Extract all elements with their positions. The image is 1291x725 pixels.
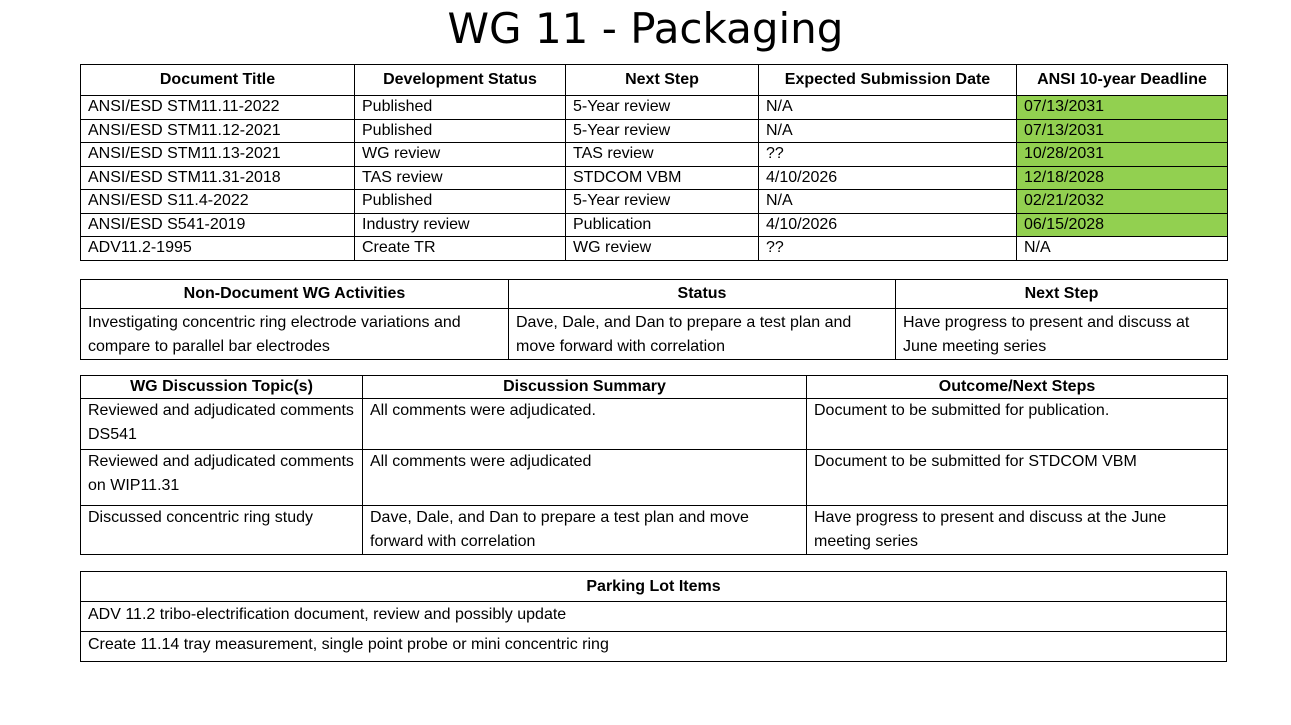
summary-cell: All comments were adjudicated. (363, 399, 807, 450)
submission-date-cell: 4/10/2026 (759, 166, 1017, 190)
discussion-table (80, 375, 1228, 555)
next-step-cell: Have progress to present and discuss at June meeting series (896, 309, 1228, 360)
submission-date-cell: 4/10/2026 (759, 213, 1017, 237)
deadline-cell: 06/15/2028 (1017, 213, 1228, 237)
parking-lot-item: ADV 11.2 tribo-electrification document, review and possibly update (81, 602, 1227, 632)
next-step-cell: 5-Year review (566, 190, 759, 214)
topic-cell: Reviewed and adjudicated comments DS541 (81, 399, 363, 450)
column-header: Status (509, 280, 896, 309)
next-step-cell: STDCOM VBM (566, 166, 759, 190)
document-title-cell: ANSI/ESD S11.4-2022 (81, 190, 355, 214)
table-header-row (81, 65, 1228, 96)
table-row (81, 143, 1228, 167)
page-title: WG 11 - Packaging (447, 4, 844, 53)
table-row (81, 450, 1228, 506)
next-step-cell: Publication (566, 213, 759, 237)
deadline-cell: 12/18/2028 (1017, 166, 1228, 190)
outcome-cell: Have progress to present and discuss at the June meeting series (807, 506, 1228, 555)
next-step-cell: WG review (566, 237, 759, 261)
parking-lot-item: Create 11.14 tray measurement, single point probe or mini concentric ring (81, 632, 1227, 662)
next-step-cell: 5-Year review (566, 119, 759, 143)
parking-lot-table (80, 571, 1227, 662)
column-header: Document Title (81, 65, 355, 96)
deadline-cell: 07/13/2031 (1017, 96, 1228, 120)
summary-cell: All comments were adjudicated (363, 450, 807, 506)
document-title-cell: ANSI/ESD S541-2019 (81, 213, 355, 237)
status-cell: Create TR (355, 237, 566, 261)
table-row (81, 506, 1228, 555)
table-header-row (81, 572, 1227, 602)
table-row (81, 213, 1228, 237)
outcome-cell: Document to be submitted for STDCOM VBM (807, 450, 1228, 506)
deadline-cell: 07/13/2031 (1017, 119, 1228, 143)
status-cell: Dave, Dale, and Dan to prepare a test plan and move forward with correlation (509, 309, 896, 360)
document-title-cell: ANSI/ESD STM11.11-2022 (81, 96, 355, 120)
column-header: Discussion Summary (363, 376, 807, 399)
documents-table (80, 64, 1228, 261)
next-step-cell: TAS review (566, 143, 759, 167)
deadline-cell: 02/21/2032 (1017, 190, 1228, 214)
deadline-cell: 10/28/2031 (1017, 143, 1228, 167)
status-cell: TAS review (355, 166, 566, 190)
status-cell: Published (355, 190, 566, 214)
deadline-cell: N/A (1017, 237, 1228, 261)
table-row (81, 119, 1228, 143)
activities-table (80, 279, 1228, 360)
topic-cell: Reviewed and adjudicated comments on WIP11.31 (81, 450, 363, 506)
document-title-cell: ANSI/ESD STM11.12-2021 (81, 119, 355, 143)
outcome-cell: Document to be submitted for publication. (807, 399, 1228, 450)
table-row (81, 190, 1228, 214)
column-header: WG Discussion Topic(s) (81, 376, 363, 399)
table-header-row (81, 376, 1228, 399)
table-row (81, 166, 1228, 190)
column-header: ANSI 10-year Deadline (1017, 65, 1228, 96)
document-title-cell: ADV11.2-1995 (81, 237, 355, 261)
column-header: Non-Document WG Activities (81, 280, 509, 309)
status-cell: Industry review (355, 213, 566, 237)
table-row (81, 399, 1228, 450)
submission-date-cell: ?? (759, 237, 1017, 261)
submission-date-cell: ?? (759, 143, 1017, 167)
topic-cell: Discussed concentric ring study (81, 506, 363, 555)
document-title-cell: ANSI/ESD STM11.31-2018 (81, 166, 355, 190)
table-header-row (81, 280, 1228, 309)
column-header: Outcome/Next Steps (807, 376, 1228, 399)
column-header: Parking Lot Items (81, 572, 1227, 602)
table-row (81, 96, 1228, 120)
table-row (81, 632, 1227, 662)
submission-date-cell: N/A (759, 119, 1017, 143)
table-row (81, 309, 1228, 360)
table-row (81, 602, 1227, 632)
summary-cell: Dave, Dale, and Dan to prepare a test plan and move forward with correlation (363, 506, 807, 555)
activity-cell: Investigating concentric ring electrode variations and compare to parallel bar electrodes (81, 309, 509, 360)
submission-date-cell: N/A (759, 190, 1017, 214)
status-cell: WG review (355, 143, 566, 167)
next-step-cell: 5-Year review (566, 96, 759, 120)
column-header: Development Status (355, 65, 566, 96)
submission-date-cell: N/A (759, 96, 1017, 120)
document-title-cell: ANSI/ESD STM11.13-2021 (81, 143, 355, 167)
column-header: Next Step (566, 65, 759, 96)
table-row (81, 237, 1228, 261)
column-header: Expected Submission Date (759, 65, 1017, 96)
status-cell: Published (355, 119, 566, 143)
column-header: Next Step (896, 280, 1228, 309)
status-cell: Published (355, 96, 566, 120)
